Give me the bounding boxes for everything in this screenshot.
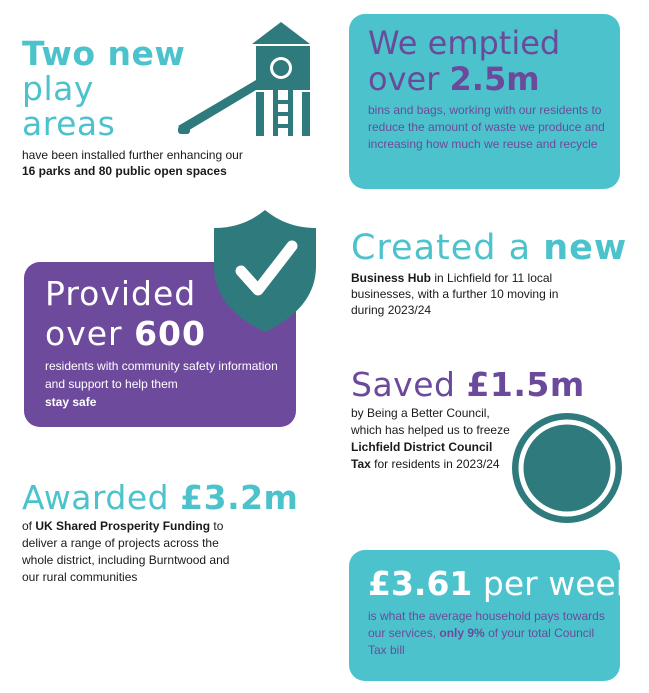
awarded-heading xyxy=(22,478,298,517)
saved-title-word: Saved xyxy=(351,365,456,404)
hub-title-created: Created a xyxy=(351,228,532,268)
safety-text-body: residents with community safety information and support to help them xyxy=(45,359,278,391)
waste-title-over: over xyxy=(368,60,440,98)
safety-title-value: 600 xyxy=(134,314,206,353)
awarded-text-bold: UK Shared Prosperity Funding xyxy=(35,519,211,533)
playground-icon xyxy=(178,22,314,138)
weekly-text xyxy=(368,608,608,659)
waste-card xyxy=(349,14,620,189)
weekly-text-part1: is what the average household pays towards our services, xyxy=(368,609,605,640)
play-text-line1: have been installed further enhancing our xyxy=(22,148,243,162)
saved-text-bold: Lichfield District Council Tax xyxy=(351,440,493,471)
safety-title-line2 xyxy=(45,314,206,353)
play-title-line3: areas xyxy=(22,104,116,143)
waste-title-value: 2.5m xyxy=(449,60,540,98)
play-areas-text xyxy=(22,147,262,179)
saved-text-part2: for residents in 2023/24 xyxy=(374,457,500,471)
weekly-title-value: £3.61 xyxy=(368,564,473,603)
waste-text: bins and bags, working with our residents to reduce the amount of waste we produce and increasing how much we reuse and recycle xyxy=(368,103,605,151)
safety-text-bold: stay safe xyxy=(45,395,97,409)
saved-title-value: £1.5m xyxy=(466,365,585,404)
awarded-text-part2: to deliver a range of projects across the whole district, including Burntwood and our rural communities xyxy=(22,519,230,584)
awarded-text xyxy=(22,518,247,586)
saved-heading xyxy=(351,365,585,404)
shield-check-icon xyxy=(214,210,316,332)
svg-text:£: £ xyxy=(546,435,588,503)
weekly-title xyxy=(368,564,635,603)
safety-title-over: over xyxy=(45,314,123,353)
play-areas-heading xyxy=(22,36,185,141)
saved-text-part1: by Being a Better Council, which has helped us to freeze xyxy=(351,406,510,437)
saved-text xyxy=(351,405,511,473)
waste-title-line1: We emptied xyxy=(368,24,561,62)
waste-title-line2 xyxy=(368,60,540,98)
awarded-title-word: Awarded xyxy=(22,478,170,517)
weekly-cost-card xyxy=(349,550,635,681)
weekly-title-unit: per week xyxy=(482,564,635,603)
safety-title-line1: Provided xyxy=(45,274,197,313)
play-text-line2: 16 parks and 80 public open spaces xyxy=(22,164,227,178)
pound-coin-icon xyxy=(512,413,622,523)
business-hub-text xyxy=(351,270,581,318)
hub-title-new: new xyxy=(543,228,628,268)
weekly-text-part2: of your total Council Tax bill xyxy=(368,626,595,657)
awarded-title-value: £3.2m xyxy=(180,478,299,517)
play-title-line2: play xyxy=(22,69,94,108)
awarded-text-part1: of xyxy=(22,519,33,533)
play-title-line1: Two new xyxy=(22,34,186,73)
weekly-text-bold: only 9% xyxy=(439,626,485,640)
safety-text xyxy=(45,357,280,411)
hub-text-bold: Business Hub xyxy=(351,271,432,285)
hub-text-rest: in Lichfield for 11 local businesses, with a further 10 moving in during 2023/24 xyxy=(351,271,559,317)
business-hub-heading xyxy=(351,228,627,268)
